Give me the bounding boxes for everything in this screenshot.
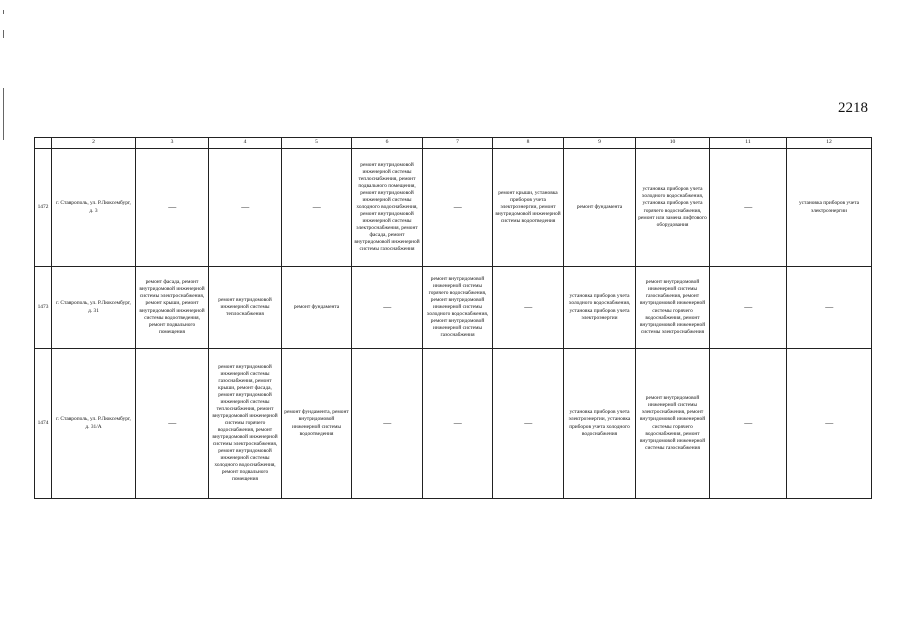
column-header: 7	[423, 138, 493, 149]
row-number: 1473	[35, 267, 52, 349]
column-header: 3	[136, 138, 209, 149]
address-cell: г. Ставрополь, ул. Р.Люксембург, д. 3	[52, 149, 136, 267]
column-header: 5	[282, 138, 352, 149]
table-cell: —	[136, 149, 209, 267]
scan-edge-mark	[3, 10, 4, 14]
table-cell: ремонт фундамента, ремонт внутридомовой инженерной системы водоотведения	[282, 349, 352, 499]
column-header: 4	[209, 138, 282, 149]
table-cell: ремонт внутридомовой инженерной системы электроснабжения, ремонт внутридомовой инженерной системы горячего водоснабжения, ремонт внутридомовой инженерной системы газоснабжения	[636, 349, 710, 499]
table-cell: ремонт крыши, установка приборов учета электроэнергии, ремонт внутридомовой инженерной системы водоотведения	[493, 149, 564, 267]
repair-schedule-table	[34, 137, 872, 499]
table-cell: —	[423, 349, 493, 499]
column-header: 8	[493, 138, 564, 149]
address-cell: г. Ставрополь, ул. Р.Люксембург, д. 31/А	[52, 349, 136, 499]
table-cell: ремонт фасада, ремонт внутридомовой инженерной системы электроснабжения, ремонт крыши, ремонт внутридомовой инженерной системы водоотведения, ремонт подвального помещения	[136, 267, 209, 349]
page-number: 2218	[838, 100, 868, 116]
table-cell: ремонт внутридомовой инженерной системы газоснабжения, ремонт внутридомовой инженерной системы горячего водоснабжения, ремонт внутридомовой инженерной системы электроснабжения	[636, 267, 710, 349]
table-cell: —	[493, 267, 564, 349]
table-cell: —	[710, 267, 787, 349]
table-cell: —	[493, 349, 564, 499]
table-cell: —	[209, 149, 282, 267]
table-cell: —	[352, 349, 423, 499]
row-number: 1474	[35, 349, 52, 499]
table-cell: —	[787, 349, 872, 499]
table-cell: —	[710, 149, 787, 267]
column-header: 9	[564, 138, 636, 149]
table-cell: ремонт внутридомовой инженерной системы теплоснабжения, ремонт подвального помещения, ремонт внутридомовой инженерной системы холодного водоснабжения, ремонт внутридомовой инженерной системы электроснабжения, ремонт фасада, ремонт внутридомовой инженерной системы газоснабжения	[352, 149, 423, 267]
table-row	[35, 149, 872, 267]
table-cell: установка приборов учета электроэнергии	[787, 149, 872, 267]
table-cell: —	[423, 149, 493, 267]
table-cell: установка приборов учета холодного водоснабжения, установка приборов учета электроэнергии	[564, 267, 636, 349]
table-cell: —	[136, 349, 209, 499]
column-number-row	[35, 138, 872, 149]
table-row	[35, 349, 872, 499]
table-row	[35, 267, 872, 349]
table-cell: ремонт фундамента	[564, 149, 636, 267]
table-cell: —	[352, 267, 423, 349]
table-cell: установка приборов учета холодного водоснабжения, установка приборов учета горячего водоснабжения, ремонт или замена лифтового оборудования	[636, 149, 710, 267]
table-cell: ремонт фундамента	[282, 267, 352, 349]
column-header: 6	[352, 138, 423, 149]
column-header: 2	[52, 138, 136, 149]
row-number: 1472	[35, 149, 52, 267]
scan-edge-mark	[3, 30, 4, 38]
table-cell: —	[787, 267, 872, 349]
column-header: 11	[710, 138, 787, 149]
column-header	[35, 138, 52, 149]
table-cell: —	[282, 149, 352, 267]
column-header: 10	[636, 138, 710, 149]
table-cell: ремонт внутридомовой инженерной системы теплоснабжения	[209, 267, 282, 349]
scan-edge-mark	[3, 88, 4, 140]
address-cell: г. Ставрополь, ул. Р.Люксембург, д. 31	[52, 267, 136, 349]
table-cell: ремонт внутридомовой инженерной системы газоснабжения, ремонт крыши, ремонт фасада, ремонт внутридомовой инженерной системы теплоснабжения, ремонт внутридомовой инженерной системы горячего водоснабжения, ремонт внутридомовой инженерной системы электроснабжения, ремонт внутридомовой инженерной системы холодного водоснабжения, ремонт подвального помещения	[209, 349, 282, 499]
table-cell: установка приборов учета электроэнергии, установка приборов учета холодного водоснабжения	[564, 349, 636, 499]
column-header: 12	[787, 138, 872, 149]
table-cell: ремонт внутридомовой инженерной системы горячего водоснабжения, ремонт внутридомовой инженерной системы холодного водоснабжения, ремонт внутридомовой инженерной системы газоснабжения	[423, 267, 493, 349]
table-cell: —	[710, 349, 787, 499]
